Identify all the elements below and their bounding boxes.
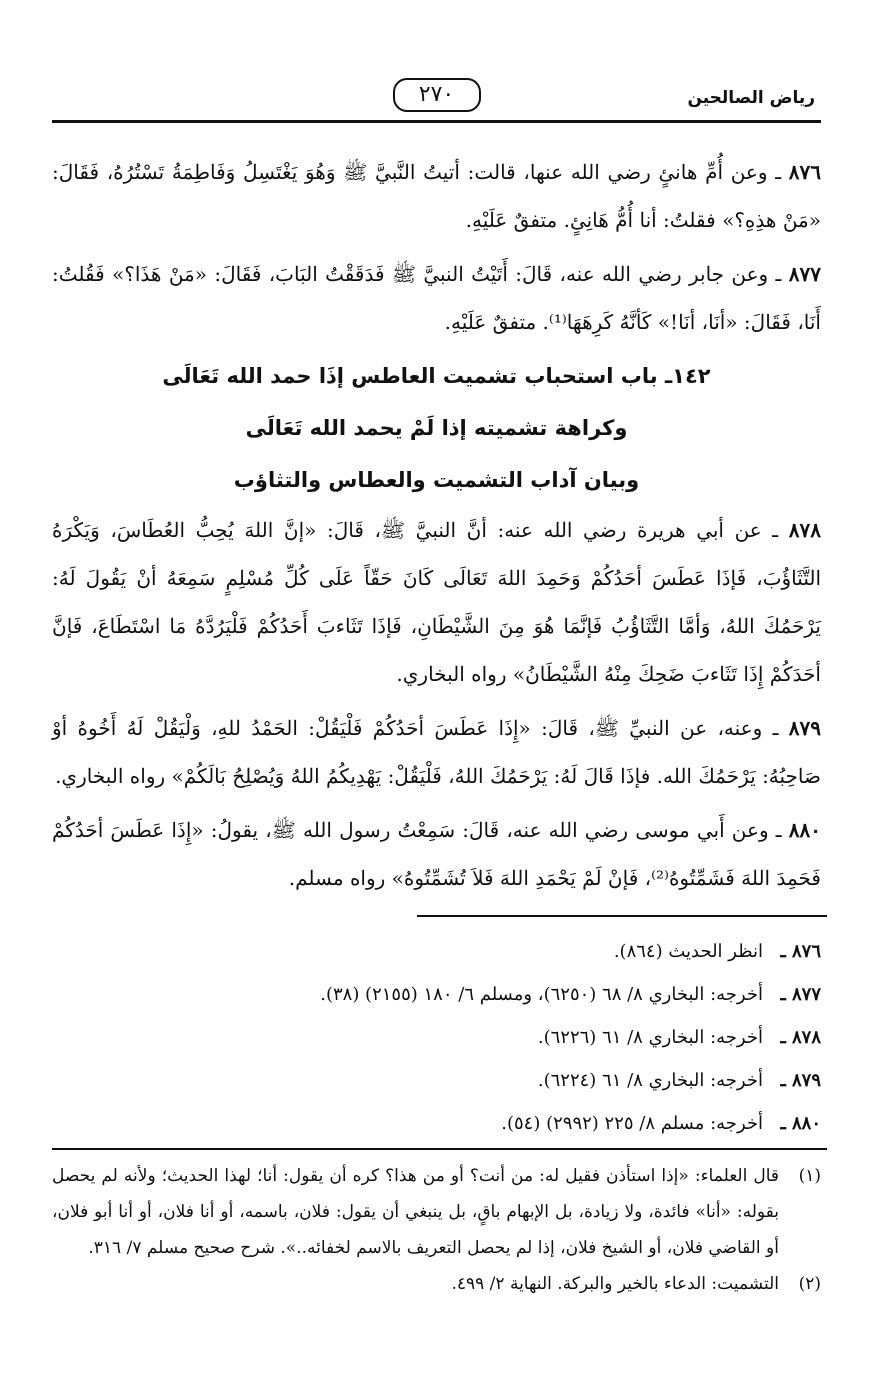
hadith-877 — [52, 250, 821, 346]
hadith-text: ـ وعن جابر رضي الله عنه، قَالَ: أَتَيْتُ النبيَّ ﷺ فَدَقَقْتُ البَابَ، فَقَالَ: «مَنْ هَذَا؟» فَقُلتُ: أَنَا، فَقَالَ: «أنَا، أنَا!» كَأنَّهُ كَرِهَهَا⁽¹⁾. متفقٌ عَلَيْهِ. — [52, 262, 821, 334]
reference-text: أخرجه: البخاري ٨/ ٦١ (٦٢٢٤). — [537, 1070, 763, 1091]
reference-number: ٨٧٧ ـ — [780, 984, 821, 1005]
hadith-text: ـ وعن أَبي موسى رضي الله عنه، قَالَ: سَمِعْتُ رسول الله ﷺ، يقولُ: «إِذَا عَطَسَ أحَدُكُمْ فَحَمِدَ اللهَ فَشَمِّتُوهُ⁽²⁾، فَإنْ لَمْ يَحْمَدِ اللهَ فَلاَ تُشَمِّتُوهُ» رواه مسلم. — [52, 818, 821, 890]
hadith-number: ٨٧٦ — [788, 160, 821, 184]
hadith-number: ٨٧٧ — [788, 262, 822, 286]
chapter-title-line-2: وكراهة تشميته إذا لَمْ يحمد الله تَعَالَى — [245, 416, 628, 440]
footnote-item — [52, 1266, 821, 1302]
footnote-text: التشميت: الدعاء بالخير والبركة. النهاية ٢/ ٤٩٩. — [451, 1274, 779, 1294]
hadith-text: ـ وعن أُمِّ هانئٍ رضي الله عنها، قالت: أتيتُ النَّبيَّ ﷺ وَهُوَ يَغْتَسِلُ وَفَاطِمَةُ تَسْتُرُهُ، فَقَالَ: «مَنْ هذِهِ؟» فقلتُ: أنا أُمُّ هَانِئٍ. متفقٌ عَلَيْهِ. — [52, 160, 821, 232]
hadith-number: ٨٧٩ — [788, 716, 821, 740]
footnote-item — [52, 1158, 821, 1266]
reference-number: ٨٧٨ ـ — [780, 1027, 821, 1048]
hadith-876 — [52, 148, 821, 244]
reference-item — [52, 1102, 821, 1145]
reference-text: انظر الحديث (٨٦٤). — [613, 941, 763, 962]
references-list — [52, 930, 821, 1145]
references-divider — [417, 915, 827, 917]
hadith-879 — [52, 704, 821, 800]
reference-number: ٨٨٠ ـ — [780, 1113, 821, 1134]
book-title: رياض الصالحين — [687, 88, 815, 108]
footnote-text: قال العلماء: «إذا استأذن فقيل له: من أنت؟ أو من هذا؟ كره أن يقول: أنا؛ لهذا الحديث؛ ولأنه لم يحصل بقوله: «أنا» فائدة، ولا زيادة، بل الإبهام باقٍ، بل ينبغي أن يقول: فلان، باسمه، أو أنا فلان، أو أنا أبو فلان، أو القاضي فلان، أو الشيخ فلان، إذا لم يحصل التعريف بالاسم لخفائه..». شرح صحيح مسلم ٧/ ٣١٦. — [52, 1166, 780, 1258]
reference-item — [52, 973, 821, 1016]
hadith-878 — [52, 506, 821, 698]
reference-item — [52, 1059, 821, 1102]
reference-text: أخرجه: البخاري ٨/ ٦١ (٦٢٢٦). — [537, 1027, 763, 1048]
reference-text: أخرجه: البخاري ٨/ ٦٨ (٦٢٥٠)، ومسلم ٦/ ١٨٠ (٢١٥٥) (٣٨). — [320, 984, 763, 1005]
reference-item — [52, 1016, 821, 1059]
hadith-text: ـ وعنه، عن النبيِّ ﷺ، قَالَ: «إِذَا عَطَسَ أحَدُكُمْ فَلْيَقُلْ: الحَمْدُ للهِ، وَلْيَقُلْ لَهُ أَخُوهُ أوْ صَاحِبُهُ: يَرْحَمُكَ الله. فإذَا قَالَ لَهُ: يَرْحَمُكَ اللهُ، فَلْيَقُلْ: يَهْدِيكُمُ اللهُ وَيُصْلِحُ بَالَكُمْ» رواه البخاري. — [52, 716, 821, 788]
hadith-text: ـ عن أبي هريرة رضي الله عنه: أنَّ النبيَّ ﷺ، قَالَ: «إنَّ اللهَ يُحِبُّ العُطَاسَ، وَيَكْرَهُ التَّثَاؤُبَ، فَإذَا عَطَسَ أحَدُكُمْ وَحَمِدَ اللهَ تَعَالَى كَانَ حَقّاً عَلَى كُلِّ مُسْلِمٍ سَمِعَهُ أنْ يَقُولَ لَهُ: يَرْحَمُكَ اللهُ، وَأمَّا التَّثَاؤُبُ فَإنَّمَا هُوَ مِنَ الشَّيْطَانِ، فَإذَا تَثَاءبَ أَحَدُكُمْ فَلْيَرُدَّهُ مَا اسْتَطَاعَ، فَإنَّ أحَدَكُمْ إِذَا تَثَاءبَ ضَحِكَ مِنْهُ الشَّيْطَانُ» رواه البخاري. — [52, 518, 821, 686]
chapter-heading — [52, 354, 821, 502]
chapter-title-line-1: ١٤٢ـ باب استحباب تشميت العاطس إذَا حمد الله تَعَالَى — [162, 364, 711, 388]
hadith-number: ٨٧٨ — [788, 518, 821, 542]
chapter-title-line-3: وبيان آداب التشميت والعطاس والتثاؤب — [233, 468, 640, 492]
reference-number: ٨٧٦ ـ — [780, 941, 821, 962]
page-number: ٢٧٠ — [393, 78, 481, 112]
footnotes — [52, 1158, 821, 1302]
footnotes-divider — [52, 1148, 827, 1150]
main-text — [52, 148, 821, 908]
hadith-number: ٨٨٠ — [788, 818, 821, 842]
footnote-number: (١) — [798, 1166, 821, 1186]
footnote-number: (٢) — [798, 1274, 821, 1294]
hadith-880 — [52, 806, 821, 902]
reference-number: ٨٧٩ ـ — [780, 1070, 821, 1091]
page-header — [52, 74, 821, 123]
reference-text: أخرجه: مسلم ٨/ ٢٢٥ (٢٩٩٢) (٥٤). — [501, 1113, 763, 1134]
reference-item — [52, 930, 821, 973]
